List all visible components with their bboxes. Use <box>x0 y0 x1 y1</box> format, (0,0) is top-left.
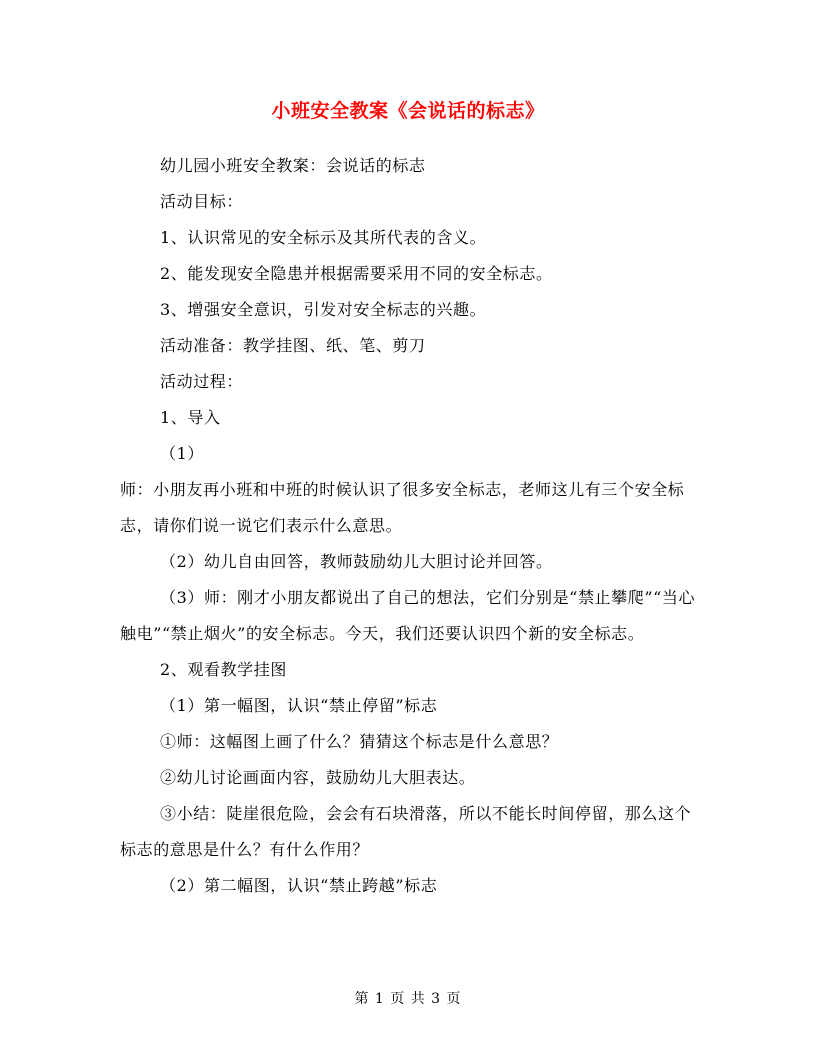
paragraph: 1、导入 <box>160 408 221 427</box>
page-footer: 第 1 页 共 3 页 <box>354 991 462 1007</box>
paragraph: （2）第二幅图，认识“禁止跨越”标志 <box>160 876 438 895</box>
paragraph: 幼儿园小班安全教案：会说话的标志 <box>160 156 426 175</box>
paragraph: 师：小朋友再小班和中班的时候认识了很多安全标志，老师这儿有三个安全标志，请你们说一说它们表示什么意思。 <box>120 480 685 535</box>
paragraph: 3、增强安全意识，引发对安全标志的兴趣。 <box>160 300 487 319</box>
paragraph: ③小结：陡崖很危险，会会有石块滑落，所以不能长时间停留，那么这个标志的意思是什么？有什么作用？ <box>120 804 692 859</box>
paragraph: （1） <box>160 444 204 463</box>
paragraph: 2、能发现安全隐患并根据需要采用不同的安全标志。 <box>160 264 553 283</box>
paragraph: 1、认识常见的安全标示及其所代表的含义。 <box>160 228 487 247</box>
document-body <box>120 148 706 904</box>
paragraph: ①师：这幅图上画了什么？猜猜这个标志是什么意思？ <box>160 732 559 751</box>
paragraph: 活动过程： <box>160 372 244 391</box>
paragraph: （2）幼儿自由回答，教师鼓励幼儿大胆讨论并回答。 <box>160 552 553 571</box>
paragraph: （3）师：刚才小朋友都说出了自己的想法，它们分别是“禁止攀爬”“当心触电”“禁止烟火”的安全标志。今天，我们还要认识四个新的安全标志。 <box>120 588 696 643</box>
paragraph: 活动目标： <box>160 192 244 211</box>
paragraph: 2、观看教学挂图 <box>160 660 287 679</box>
paragraph: ②幼儿讨论画面内容，鼓励幼儿大胆表达。 <box>160 768 476 787</box>
document-title: 小班安全教案《会说话的标志》 <box>271 100 545 122</box>
paragraph: （1）第一幅图，认识“禁止停留”标志 <box>160 696 438 715</box>
paragraph: 活动准备：教学挂图、纸、笔、剪刀 <box>160 336 426 355</box>
